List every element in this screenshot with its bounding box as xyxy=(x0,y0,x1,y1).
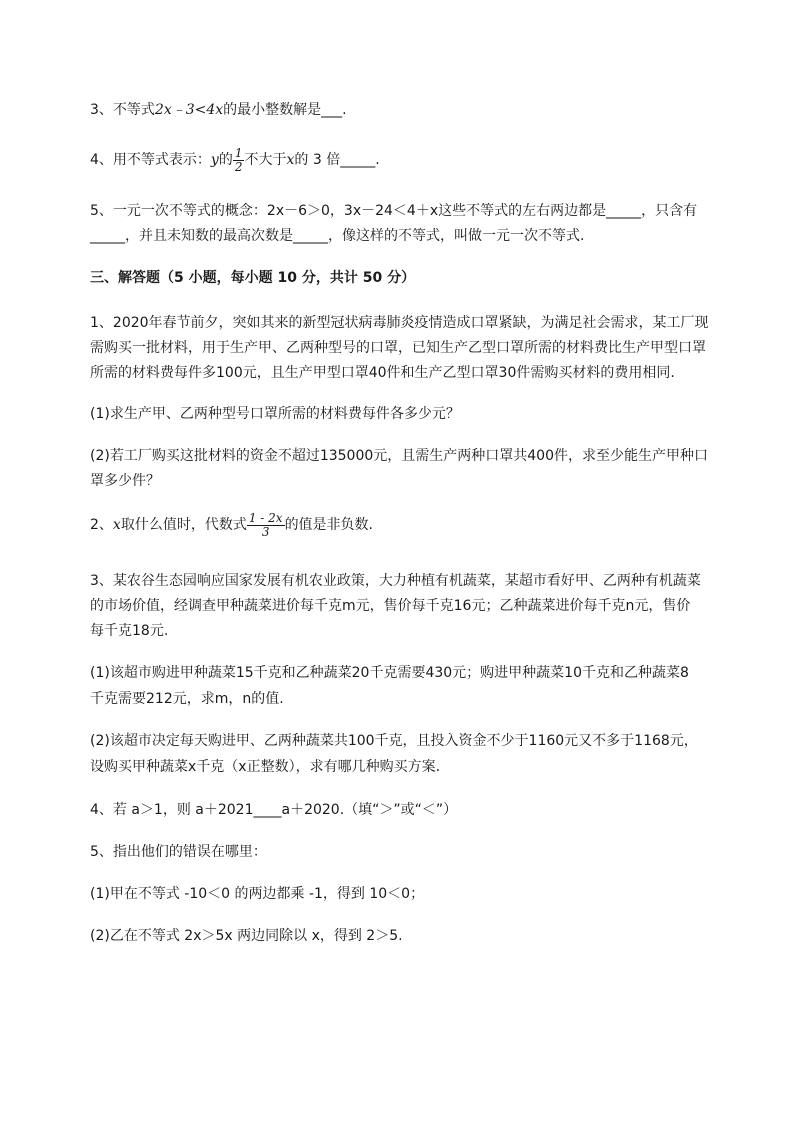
problem-5-sub-2: (2)乙在不等式 2x＞5x 两边同除以 x，得到 2＞5. xyxy=(90,928,403,944)
problem-3-sub-2-line-2: 设购买甲种蔬菜x千克（x正整数），求有哪几种购买方案. xyxy=(90,759,441,775)
problem-5-line-1: 5、指出他们的错误在哪里： xyxy=(90,844,267,860)
question-5-line-2: _____，并且未知数的最高次数是_____，像这样的不等式，叫做一元一次不等式. xyxy=(90,228,585,244)
problem-3-line-1: 3、某农谷生态园响应国家发展有机农业政策，大力种植有机蔬菜，某超市看好甲、乙两种有机蔬菜 xyxy=(90,573,701,589)
problem-3-sub-1-line-2: 千克需要212元，求m，n的值. xyxy=(90,691,284,707)
question-3: 3、不等式2x﹣3<4x的最小整数解是___. xyxy=(90,102,347,118)
problem-4: 4、若 a＞1，则 a＋2021____a＋2020.（填“＞”或“＜”） xyxy=(90,802,458,818)
problem-3-line-3: 每千克18元. xyxy=(90,623,169,639)
question-4: 4、用不等式表示：y的 $\frac{1}{2}$ 不大于x的 3 倍_____. xyxy=(90,145,380,174)
problem-1-sub-2-line-1: (2)若工厂购买这批材料的资金不超过135000元，且需生产两种口罩共400件，求至少能生产甲种口 xyxy=(90,448,708,464)
problem-2: 2、x取什么值时，代数式 $\frac{1 - 2x}{3}$ 的值是非负数. xyxy=(90,510,374,539)
problem-5-sub-1: (1)甲在不等式 -10＜0 的两边都乘 -1，得到 10＜0； xyxy=(90,886,425,902)
problem-1-sub-2-line-2: 罩多少件？ xyxy=(90,473,160,489)
variable-y: y xyxy=(210,152,219,168)
problem-3-line-2: 的市场价值，经调查甲种蔬菜进价每千克m元，售价每千克16元；乙种蔬菜进价每千克n元，售价 xyxy=(90,598,691,614)
fraction-expression: $\frac{1 - 2x}{3}$ xyxy=(248,510,283,539)
problem-1-line-2: 需购买一批材料，用于生产甲、乙两种型号的口罩，已知生产乙型口罩所需的材料费比生产甲型口罩 xyxy=(90,340,706,356)
inequality-expression: 2x﹣3<4x xyxy=(154,102,224,118)
section-heading: 三、解答题（5 小题，每小题 10 分，共计 50 分） xyxy=(90,270,416,286)
problem-1-sub-1: (1)求生产甲、乙两种型号口罩所需的材料费每件各多少元？ xyxy=(90,406,460,422)
question-5-line-1: 5、一元一次不等式的概念：2x－6＞0，3x－24＜4＋x这些不等式的左右两边都是_____，只含有 xyxy=(90,203,698,219)
variable-x: x xyxy=(112,517,121,533)
problem-1-line-1: 1、2020年春节前夕，突如其来的新型冠状病毒肺炎疫情造成口罩紧缺，为满足社会需求，某工厂现 xyxy=(90,315,709,331)
variable-x: x xyxy=(286,152,295,168)
problem-3-sub-2-line-1: (2)该超市决定每天购进甲、乙两种蔬菜共100千克，且投入资金不少于1160元又不多于1168元， xyxy=(90,733,698,749)
problem-1-line-3: 所需的材料费每件多100元，且生产甲型口罩40件和生产乙型口罩30件需购买材料的费用相同. xyxy=(90,365,675,381)
fraction-one-half: $\frac{1}{2}$ xyxy=(234,145,243,174)
problem-3-sub-1-line-1: (1)该超市购进甲种蔬菜15千克和乙种蔬菜20千克需要430元；购进甲种蔬菜10千克和乙种蔬菜8 xyxy=(90,665,689,681)
